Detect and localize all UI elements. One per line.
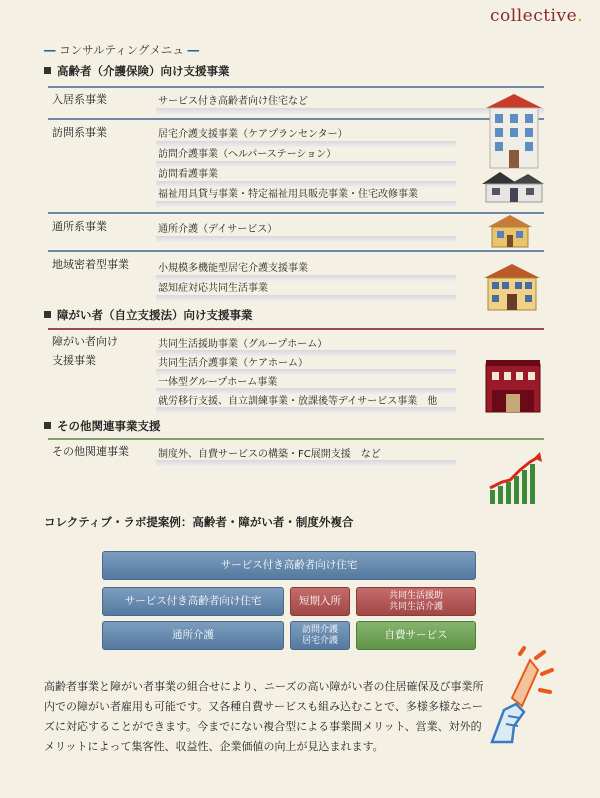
list-item: サービス付き高齢者向け住宅など [158,96,308,107]
bungalow-icon [486,213,534,249]
section-divider [48,328,544,330]
rising-chart-icon [486,452,544,506]
diagram-box-left: サービス付き高齢者向け住宅 [102,587,284,616]
category-label: 障がい者向け [52,335,118,348]
list-item: 通所介護（デイサービス） [158,224,278,235]
category-label: 支援事業 [52,354,96,367]
category-label: 地域密着型事業 [52,258,129,271]
diagram-box-home-care: 訪問介護 居宅介護 [290,621,350,650]
disabled-section-heading: 障がい者（自立支援法）向け支援事業 [44,307,253,323]
section-divider [48,438,544,440]
town-hall-icon [482,262,542,312]
category-label: 通所系事業 [52,220,107,233]
section-divider [48,250,544,252]
category-label: その他関連事業 [52,445,129,458]
list-item: 居宅介護支援事業（ケアプランセンター） [158,129,348,140]
list-item: 共同生活援助事業（グループホーム） [158,339,328,350]
other-section-heading: その他関連事業支援 [44,418,161,434]
list-item: 福祉用具貸与事業・特定福祉用具販売事業・住宅改修事業 [158,189,418,200]
elderly-section-heading: 高齢者（介護保険）向け支援事業 [44,63,230,79]
section-divider [48,118,544,120]
apartment-building-icon [482,92,546,172]
list-item: 制度外、自費サービスの構築・FC展開支援 など [158,449,381,460]
diagram-box-group-home: 共同生活援助 共同生活介護 [356,587,476,616]
diagram-box-short-stay: 短期入所 [290,587,350,616]
case-title: コレクティブ・ラボ提案例：高齢者・障がい者・制度外複合 [44,515,354,529]
list-item: 小規模多機能型居宅介護支援事業 [158,263,308,274]
list-item: 就労移行支援、自立訓練事業・放課後等デイサービス事業 他 [158,396,438,407]
megaphone-hand-icon [482,646,562,748]
list-item: 訪問介護事業（ヘルパーステーション） [158,149,337,160]
house-icon [480,170,546,204]
diagram-box-private-service: 自費サービス [356,621,476,650]
diagram-box-top: サービス付き高齢者向け住宅 [102,551,476,580]
red-building-icon [484,358,542,414]
category-label: 入居系事業 [52,93,107,106]
section-divider [48,212,544,214]
diagram-box-day-care: 通所介護 [102,621,284,650]
list-item: 訪問看護事業 [158,169,218,180]
list-item: 共同生活介護事業（ケアホーム） [158,358,308,369]
section-divider [48,86,544,88]
category-label: 訪問系事業 [52,126,107,139]
description-paragraph: 高齢者事業と障がい者事業の組合せにより、ニーズの高い障がい者の住居確保及び事業所内での障がい者雇用も可能です。又各種自費サービスも組み込むことで、多様多様なニーズに対応することができます。今までにない複合型による事業間メリット、営業、対外的メリットによって集客性、収益性、企業価値の向上が見込まれます。 [44,680,484,753]
menu-title: ― コンサルティングメニュ ― [44,43,199,57]
brand-logo: collective. [490,6,584,26]
list-item: 一体型グループホーム事業 [158,377,278,388]
list-item: 認知症対応共同生活事業 [158,283,268,294]
